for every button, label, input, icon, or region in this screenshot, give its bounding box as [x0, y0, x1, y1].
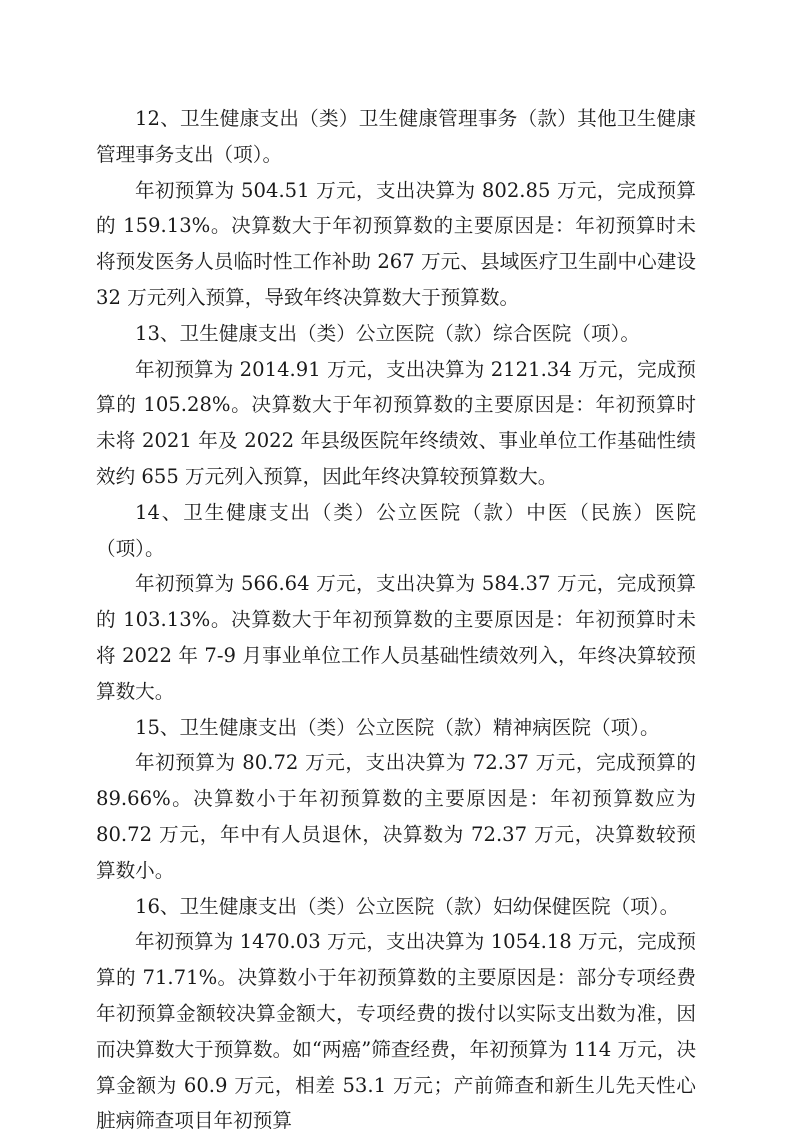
- paragraph-item-13: 年初预算为 2014.91 万元，支出决算为 2121.34 万元，完成预算的 105.28%。决算数大于年初预算数的主要原因是：年初预算时未将 2021 年及 2022 年县级医院年终绩效、事业单位工作基础性绩效约 655 万元列入预算，因此年终决算较预算数大。: [96, 357, 696, 488]
- heading-item-13: 13、卫生健康支出（类）公立医院（款）综合医院（项）。: [135, 321, 640, 345]
- heading-item-12: 12、卫生健康支出（类）卫生健康管理事务（款）其他卫生健康管理事务支出（项）。: [96, 107, 696, 166]
- heading-item-15: 15、卫生健康支出（类）公立医院（款）精神病医院（项）。: [135, 715, 660, 739]
- paragraph-item-14: 年初预算为 566.64 万元，支出决算为 584.37 万元，完成预算的 103.13%。决算数大于年初预算数的主要原因是：年初预算时未将 2022 年 7-9 月事业单位工作人员基础性绩效列入，年终决算较预算数大。: [96, 572, 696, 703]
- document-body: [96, 101, 696, 1139]
- paragraph-item-12: 年初预算为 504.51 万元，支出决算为 802.85 万元，完成预算的 159.13%。决算数大于年初预算数的主要原因是：年初预算时未将预发医务人员临时性工作补助 267 万元、县域医疗卫生副中心建设 32 万元列入预算，导致年终决算数大于预算数。: [96, 178, 696, 309]
- paragraph-item-16: 年初预算为 1470.03 万元，支出决算为 1054.18 万元，完成预算的 71.71%。决算数小于年初预算数的主要原因是：部分专项经费年初预算金额较决算金额大，专项经费的拨付以实际支出数为准，因而决算数大于预算数。如“两癌”筛查经费，年初预算为 114 万元，决算金额为 60.9 万元，相差 53.1 万元；产前筛查和新生儿先天性心脏病筛查项目年初预算: [96, 930, 696, 1133]
- heading-item-14: 14、卫生健康支出（类）公立医院（款）中医（民族）医院（项）。: [96, 500, 696, 560]
- heading-item-16: 16、卫生健康支出（类）公立医院（款）妇幼保健医院（项）。: [135, 894, 680, 918]
- paragraph-item-15: 年初预算为 80.72 万元，支出决算为 72.37 万元，完成预算的 89.66%。决算数小于年初预算数的主要原因是：年初预算数应为 80.72 万元，年中有人员退休，决算数为 72.37 万元，决算数较预算数小。: [96, 751, 696, 882]
